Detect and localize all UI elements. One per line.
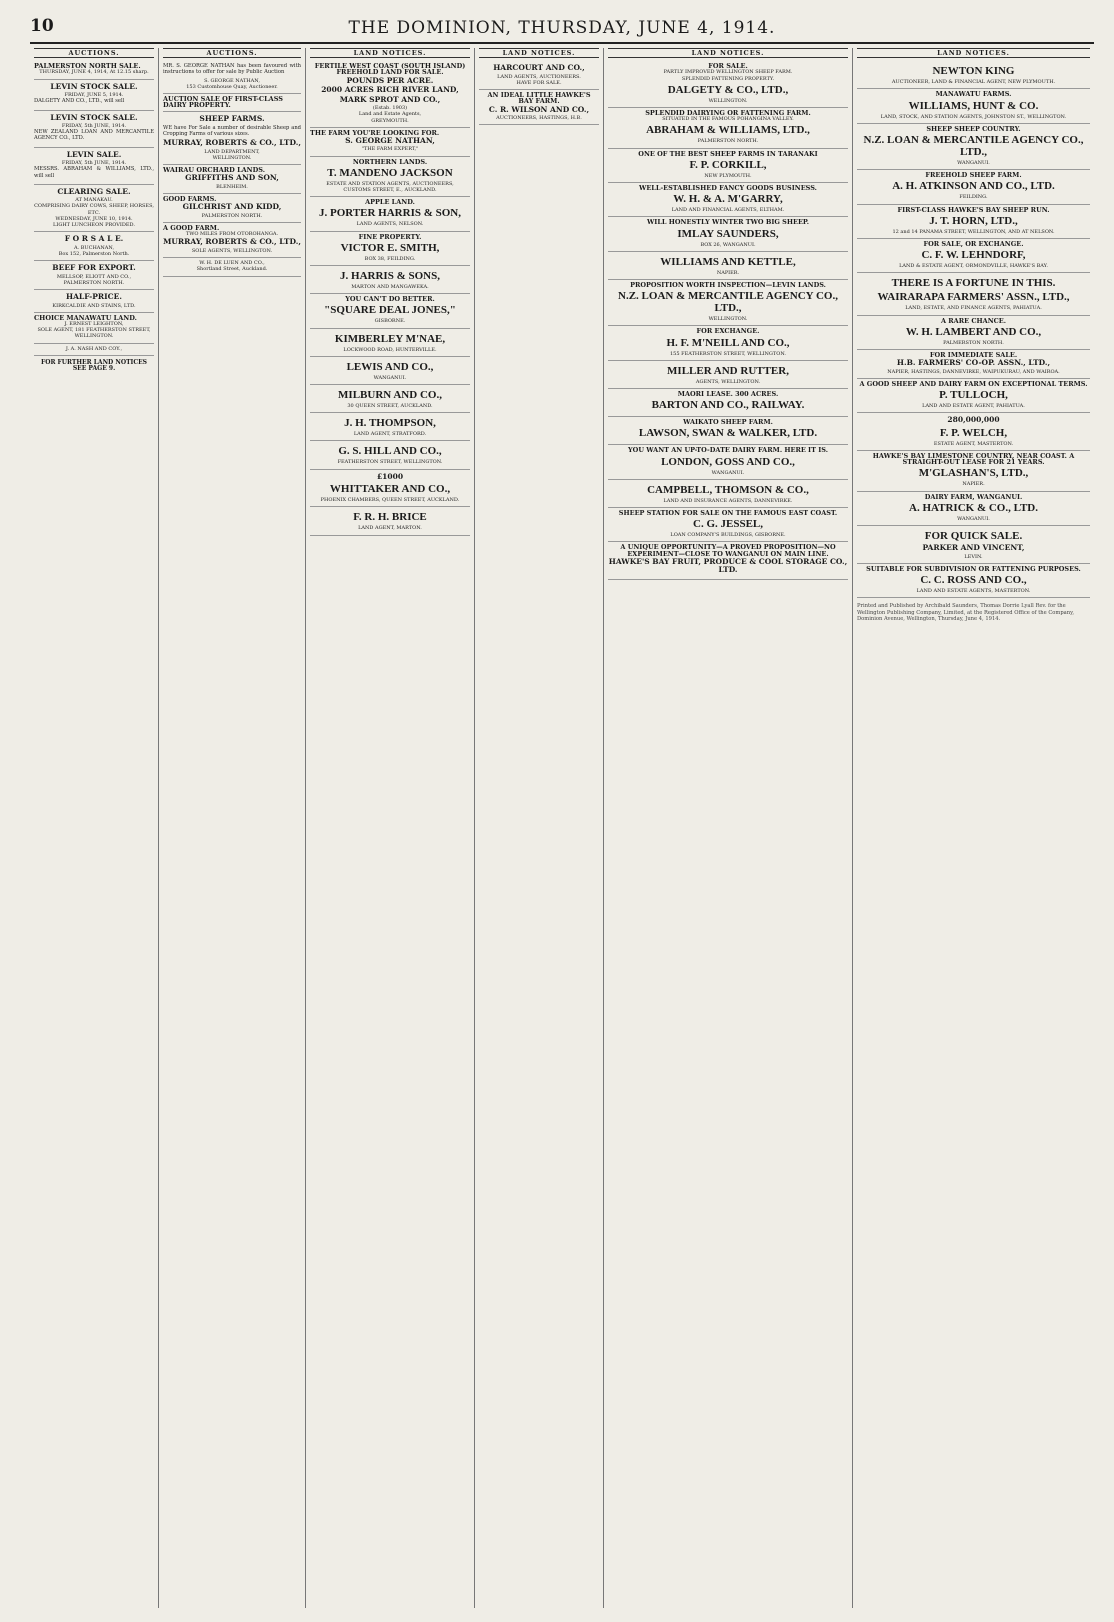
- ad-note: (Estab. 1903): [372, 105, 408, 112]
- column-heading: LAND NOTICES.: [608, 48, 848, 58]
- ad-advertiser: ABRAHAM & WILLIAMS, LTD.,: [646, 124, 810, 137]
- ad-fertile-west-coast: [310, 61, 470, 128]
- ad-lewis: [310, 357, 470, 385]
- ad-address: BOX 26, WANGANUI.: [700, 241, 756, 248]
- ad-headline: FERTILE WEST COAST (SOUTH ISLAND) FREEHOLD LAND FOR SALE.: [314, 62, 466, 77]
- ad-unique: [608, 542, 848, 579]
- ad-address: LAND & ESTATE AGENT, ORMONDVILLE, HAWKE'S BAY.: [899, 263, 1048, 270]
- ad-advertiser: C. F. W. LEHNDORF,: [921, 249, 1026, 262]
- ad-headline: AUCTION SALE OF FIRST-CLASS DAIRY PROPERTY.: [163, 95, 283, 110]
- ad-advertiser: C. R. WILSON AND CO.,: [488, 104, 590, 114]
- ad-advertiser: WILLIAMS, HUNT & CO.: [908, 99, 1039, 112]
- ad-headline: HAWKE'S BAY LIMESTONE COUNTRY, NEAR COAST. A STRAIGHT-OUT LEASE FOR 21 YEARS.: [872, 452, 1075, 467]
- column-heading: LAND NOTICES.: [857, 48, 1090, 58]
- ad-address: AUCTIONEERS, HASTINGS, H.B.: [496, 115, 582, 122]
- ad-advertiser: LAWSON, SWAN & WALKER, LTD.: [638, 427, 818, 440]
- column-land-notices-4: [853, 48, 1094, 1608]
- ad-advertiser: MELLSOP, ELIOTT AND CO.,: [56, 273, 132, 280]
- ad-advertiser: MARK SPROT AND CO.,: [339, 94, 441, 104]
- ad-subhead: SPLENDID FATTENING PROPERTY.: [681, 75, 775, 82]
- ad-advertiser: CAMPBELL, THOMSON & CO.,: [647, 483, 809, 496]
- ad-advertiser: M'GLASHAN'S, LTD.,: [918, 467, 1029, 480]
- ad-subhead: LAND DEPARTMENT,: [204, 148, 260, 155]
- ad-address: LOCKWOOD ROAD, HUNTERVILLE.: [343, 346, 437, 353]
- ad-subhead: AT MANAKAU.: [75, 197, 113, 204]
- ad-harcourt: [479, 61, 599, 90]
- ad-manawatu: [857, 89, 1090, 123]
- ad-subhead: HAVE FOR SALE.: [516, 79, 562, 86]
- ad-address: LAND, ESTATE, AND FINANCE AGENTS, PAHIATUA.: [905, 305, 1042, 312]
- ad-address: SOLE AGENT, 181 FEATHERSTON STREET, WELLINGTON.: [37, 327, 151, 340]
- ad-headline: DAIRY FARM, WANGANUI.: [924, 492, 1023, 501]
- ad-advertiser: A. BUCHANAN,: [73, 244, 115, 251]
- ad-advertiser: F. P. WELCH,: [939, 426, 1008, 439]
- ad-headline: A GOOD FARM.: [163, 224, 220, 233]
- ad-advertiser: GILCHRIST AND KIDD,: [182, 202, 282, 212]
- ad-headline: LEVIN STOCK SALE.: [50, 112, 138, 122]
- ad-good-farms: [163, 194, 301, 223]
- ad-address: NAPIER.: [716, 269, 740, 276]
- ad-headline: YOU WANT AN UP-TO-DATE DAIRY FARM. HERE IT IS.: [628, 446, 828, 455]
- imprint: Printed and Published by Archibald Saunders, Thomas Dorrie Lyall Rev. for the Wellington Publishing Company, Limited, at the Registered Office of the Company, Dominion Avenue, Wellington, Thursday, June 4, 1914.: [857, 603, 1074, 622]
- ad-advertiser: W. H. LAMBERT AND CO.,: [905, 325, 1042, 338]
- ad-address: SOLE AGENTS, WELLINGTON.: [191, 247, 273, 254]
- ad-address: CUSTOMS STREET, E., AUCKLAND.: [343, 187, 437, 194]
- ad-note: Land and Estate Agents,: [358, 111, 422, 118]
- ad-headline: HALF-PRICE.: [66, 292, 122, 302]
- ad-nash: [34, 344, 154, 356]
- ad-address: LAND AND ESTATE AGENT, PAHIATUA.: [922, 403, 1025, 410]
- ad-address: WANGANUI.: [373, 374, 407, 381]
- ad-subhead: SITUATED IN THE FAMOUS POHANGINA VALLEY.: [662, 116, 794, 123]
- ad-auction-dairy: [163, 94, 301, 112]
- ad-dairy-farm: [608, 445, 848, 479]
- ad-advertiser: IMLAY SAUNDERS,: [677, 227, 779, 240]
- ad-date: FRIDAY, 5th JUNE, 1914.: [61, 123, 127, 130]
- ad-fine-property: [310, 232, 470, 266]
- ad-subhead: 2000 ACRES RICH RIVER LAND,: [321, 85, 459, 95]
- ad-address: LAND AND ESTATE AGENTS, MASTERTON.: [916, 587, 1031, 594]
- column-heading: LAND NOTICES.: [479, 48, 599, 58]
- ad-dairy-wanganui: [857, 492, 1090, 526]
- ad-address: LAND AGENT, STRATFORD.: [353, 431, 427, 438]
- ad-headline: CLEARING SALE.: [57, 186, 131, 196]
- ad-headline: APPLE LAND.: [365, 198, 415, 207]
- ad-address: LAND AND FINANCIAL AGENTS, ELTHAM.: [671, 207, 785, 214]
- ad-address: LEVIN.: [964, 553, 983, 560]
- ad-campbell: [608, 480, 848, 508]
- ad-text: DALGETY AND CO., LTD., will sell: [34, 98, 125, 105]
- ad-advertiser: GRIFFITHS AND SON,: [185, 173, 279, 183]
- ad-levin-sale: [34, 148, 154, 185]
- ad-address: WELLINGTON.: [212, 155, 252, 162]
- ad-advertiser: "SQUARE DEAL JONES,": [324, 304, 456, 317]
- ad-advertiser: WILLIAMS AND KETTLE,: [660, 255, 796, 268]
- masthead: [30, 14, 1094, 44]
- ad-welch: [857, 413, 1090, 451]
- ad-headline: FOR SALE.: [708, 62, 748, 71]
- ad-headline: LEVIN STOCK SALE.: [50, 81, 138, 91]
- ad-price: £1000: [376, 471, 404, 481]
- ad-text: NEW ZEALAND LOAN AND MERCANTILE AGENCY CO., LTD.: [34, 129, 154, 142]
- ad-address: WANGANUI.: [711, 469, 745, 476]
- ad-address: PALMERSTON NORTH.: [697, 138, 759, 145]
- ad-honestly: [608, 217, 848, 251]
- ad-address: ESTATE AGENT, MASTERTON.: [933, 440, 1014, 447]
- ad-advertiser: J. ERNEST LEIGHTON,: [64, 320, 124, 327]
- ad-palmerston-sale: [34, 61, 154, 79]
- ad-text: MR. S. GEORGE NATHAN has been favoured with instructions to offer for sale by Public Auction: [163, 63, 301, 76]
- ad-rare-chance: [857, 316, 1090, 350]
- ad-advertiser: WAIRARAPA FARMERS' ASSN., LTD.,: [877, 291, 1070, 304]
- ad-advertiser: LEWIS AND CO.,: [346, 360, 434, 373]
- ad-headline: FOR SALE, OR EXCHANGE.: [923, 240, 1024, 249]
- ad-headline: CHOICE MANAWATU LAND.: [34, 313, 137, 322]
- ad-immediate: [857, 350, 1090, 379]
- ad-advertiser: J. PORTER HARRIS & SON,: [318, 207, 462, 220]
- ad-address: AUCTIONEER, LAND & FINANCIAL AGENT, NEW PLYMOUTH.: [891, 79, 1056, 86]
- footnote: FOR FURTHER LAND NOTICES SEE PAGE 9.: [40, 358, 148, 372]
- ad-address: GISBORNE.: [374, 318, 406, 325]
- ad-subhead: PARTLY IMPROVED WELLINGTON SHEEP FARM.: [663, 69, 793, 76]
- ad-milburn: [310, 385, 470, 413]
- ad-hb-sheep-run: [857, 205, 1090, 239]
- ad-advertiser: HAWKE'S BAY FRUIT, PRODUCE & COOL STORAGE CO., LTD.: [608, 556, 848, 575]
- ad-advertiser: C. G. JESSEL,: [693, 518, 763, 531]
- ad-advertiser: J. H. THOMPSON,: [344, 417, 436, 430]
- ad-advertiser: WHITTAKER AND CO.,: [329, 483, 451, 496]
- ad-address: FEATHERSTON STREET, WELLINGTON.: [337, 459, 443, 466]
- ad-date: WEDNESDAY, JUNE 10, 1914.: [55, 215, 133, 222]
- newspaper-title: THE DOMINION, THURSDAY, JUNE 4, 1914.: [348, 18, 776, 38]
- ad-text: WE have For Sale a number of desirable Sheep and Cropping Farms of various sizes.: [163, 124, 301, 138]
- ad-wairau: [163, 165, 301, 194]
- ad-headline: LEVIN SALE.: [66, 149, 122, 159]
- ad-sheep-station: [608, 508, 848, 542]
- ad-maori-lease: [608, 389, 848, 417]
- ad-freehold: [857, 170, 1090, 204]
- ad-address: WELLINGTON.: [708, 97, 748, 104]
- ad-figure: 280,000,000: [947, 415, 1000, 425]
- ad-advertiser: W. H. & A. M'GARRY,: [673, 193, 783, 206]
- ad-good-farm: [163, 223, 301, 258]
- ad-headline: NORTHERN LANDS.: [352, 157, 428, 166]
- ad-advertiser: MILBURN AND CO.,: [338, 389, 442, 402]
- ad-address: GREYMOUTH.: [371, 117, 409, 124]
- ad-advertiser: DALGETY & CO., LTD.,: [667, 83, 789, 96]
- ad-date: THURSDAY, JUNE 4, 1914, At 12.15 sharp.: [39, 69, 149, 76]
- ad-address: 30 QUEEN STREET, AUCKLAND.: [347, 403, 433, 410]
- ad-exchange: [608, 326, 848, 360]
- ad-beef-export: [34, 261, 154, 290]
- ad-address: WANGANUI.: [957, 160, 990, 167]
- page-number: 10: [30, 16, 54, 36]
- ad-headline: A GOOD SHEEP AND DAIRY FARM ON EXCEPTIONAL TERMS.: [859, 379, 1088, 388]
- ad-exchange: [857, 239, 1090, 273]
- ad-advertiser: N.Z. LOAN & MERCANTILE AGENCY CO., LTD.,: [618, 290, 838, 315]
- ad-advertiser: H.B. FARMERS' CO-OP. ASSN., LTD.,: [896, 358, 1051, 368]
- ad-address: BOX 38, FEILDING.: [364, 255, 416, 262]
- ad-advertiser: A. H. ATKINSON AND CO., LTD.: [892, 180, 1055, 193]
- ad-address: AGENTS, WELLINGTON.: [695, 378, 761, 385]
- columns: [30, 48, 1094, 1608]
- ad-date: FRIDAY, JUNE 5, 1914.: [64, 92, 124, 99]
- ad-note: "THE FARM EXPERT,": [361, 146, 419, 153]
- ad-advertiser: NEWTON KING: [932, 65, 1015, 78]
- ad-headline: THE FARM YOU'RE LOOKING FOR.: [310, 128, 440, 137]
- ad-address: 12 and 14 PANAMA STREET, WELLINGTON, AND AT NELSON.: [892, 228, 1055, 235]
- ad-subhead: POUNDS PER ACRE.: [346, 75, 434, 85]
- column-land-notices-2: [475, 48, 604, 1608]
- ad-advertiser: HARCOURT AND CO.,: [493, 63, 585, 73]
- ad-advertiser: J. T. HORN, LTD.,: [929, 214, 1018, 227]
- ad-headline: SUITABLE FOR SUBDIVISION OR FATTENING PURPOSES.: [866, 564, 1081, 573]
- ad-advertiser: F. R. H. BRICE: [353, 511, 427, 524]
- ad-advertiser: MURRAY, ROBERTS & CO., LTD.,: [163, 138, 301, 148]
- ad-address: NEW PLYMOUTH.: [704, 172, 752, 179]
- ad-sheep-farms: [163, 112, 301, 165]
- ad-address: LAND AGENT, MARTON.: [358, 525, 422, 532]
- ad-sheep-country: [857, 124, 1090, 170]
- ad-levin-stock: [34, 80, 154, 111]
- ad-thompson: [310, 413, 470, 441]
- ad-address: PALMERSTON NORTH.: [943, 339, 1004, 346]
- ad-headline: PROPOSITION WORTH INSPECTION—LEVIN LANDS.: [630, 281, 826, 290]
- ad-advertiser: LONDON, GOSS AND CO.,: [661, 455, 795, 468]
- ad-address: LAND AND INSURANCE AGENTS, DANNEVIRKE.: [663, 497, 793, 504]
- ad-advertiser: T. MANDENO JACKSON: [327, 166, 453, 179]
- ad-advertiser: J. HARRIS & SONS,: [340, 270, 440, 283]
- ad-headline: FINE PROPERTY.: [358, 232, 422, 241]
- ad-address: LOAN COMPANY'S BUILDINGS, GISBORNE.: [670, 532, 786, 539]
- ad-address: WANGANUI.: [957, 515, 990, 522]
- ad-levin-lands: [608, 280, 848, 326]
- ad-half-price: [34, 290, 154, 313]
- ad-headline: PALMERSTON NORTH SALE.: [34, 62, 141, 71]
- ad-harris: [310, 266, 470, 294]
- ad-whittaker: [310, 470, 470, 508]
- ad-headline: A RARE CHANCE.: [940, 316, 1007, 325]
- ad-headline: FREEHOLD SHEEP FARM.: [925, 171, 1022, 180]
- ad-for-sale: [34, 232, 154, 261]
- ad-headline: SPLENDID DAIRYING OR FATTENING FARM.: [645, 109, 811, 118]
- ad-address: NAPIER.: [962, 481, 985, 488]
- ad-address: WELLINGTON.: [708, 316, 748, 323]
- ad-headline: GOOD FARMS.: [163, 195, 217, 204]
- ad-address: Box 152, Palmerston North.: [58, 250, 130, 257]
- column-land-notices-3: [604, 48, 853, 1608]
- ad-headline: THERE IS A FORTUNE IN THIS.: [891, 277, 1056, 290]
- ad-fortune: [857, 273, 1090, 315]
- ad-miller: [608, 361, 848, 389]
- ad-headline: MANAWATU FARMS.: [935, 90, 1012, 99]
- ad-subdivision: [857, 564, 1090, 598]
- ad-waikato: [608, 417, 848, 445]
- ad-advertiser: KIRKCALDIE AND STAINS, LTD.: [52, 302, 136, 309]
- ad-headline: BEEF FOR EXPORT.: [52, 263, 136, 273]
- ad-advertiser: J. A. NASH AND COY.,: [65, 345, 123, 352]
- ad-address: MARTON AND MANGAWEKA.: [351, 284, 429, 291]
- ad-choice-manawatu: [34, 313, 154, 344]
- ad-headline: FIRST-CLASS HAWKE'S BAY SHEEP RUN.: [897, 205, 1050, 214]
- ad-headline: F O R S A L E.: [64, 234, 124, 244]
- ad-headline: WILL HONESTLY WINTER TWO BIG SHEEP.: [647, 218, 809, 227]
- ad-subhead: LAND AGENTS, AUCTIONEERS.: [497, 73, 581, 80]
- ad-note: LIGHT LUNCHEON PROVIDED.: [53, 222, 135, 229]
- ad-advertiser: C. C. ROSS AND CO.,: [920, 573, 1027, 586]
- ad-headline: SHEEP FARMS.: [199, 114, 265, 124]
- ad-address: 153 Customhouse Quay, Auctioneer.: [186, 83, 278, 90]
- ad-pohangina: [608, 108, 848, 149]
- ad-fancy-goods: [608, 183, 848, 217]
- ad-headline: WAIKATO SHEEP FARM.: [683, 418, 773, 427]
- ad-for-sale: [608, 61, 848, 108]
- ad-apple-land: [310, 197, 470, 231]
- ad-headline: FOR QUICK SALE.: [924, 530, 1023, 543]
- ad-advertiser: PARKER AND VINCENT,: [922, 543, 1025, 553]
- ad-address: NAPIER, HASTINGS, DANNEVIRKE, WAIPUKURAU, AND WAIROA.: [887, 368, 1060, 375]
- ad-headline: A UNIQUE OPPORTUNITY—A PROVED PROPOSITION—NO EXPERIMENT—CLOSE TO WANGANUI ON MAIN LINE.: [620, 543, 836, 558]
- ad-subhead: ESTATE AND STATION AGENTS, AUCTIONEERS,: [326, 180, 454, 187]
- ad-clearing-sale: [34, 185, 154, 233]
- column-auctions-2: [159, 48, 306, 1608]
- ad-advertiser: MURRAY, ROBERTS & CO., LTD.,: [163, 237, 301, 247]
- ad-advertiser: BARTON AND CO., RAILWAY.: [651, 399, 805, 412]
- ad-headline: SHEEP SHEEP COUNTRY.: [926, 124, 1021, 133]
- ad-brice: [310, 507, 470, 535]
- ad-subhead: COMPRISING DAIRY COWS, SHEEP, HORSES, ETC.: [34, 203, 154, 216]
- ad-advertiser: VICTOR E. SMITH,: [340, 241, 440, 254]
- ad-advertiser: A. HATRICK & CO., LTD.: [909, 501, 1038, 514]
- ad-hawkes-bay-farm: [479, 90, 599, 125]
- ad-advertiser: P. TULLOCH,: [939, 389, 1008, 402]
- ad-date: FRIDAY, 5th JUNE, 1914.: [61, 160, 127, 167]
- ad-address: FEILDING.: [959, 194, 988, 201]
- ad-good-sheep: [857, 379, 1090, 413]
- ad-headline: ONE OF THE BEST SHEEP FARMS IN TARANAKI: [638, 149, 818, 158]
- ad-advertiser: S. GEORGE NATHAN,: [345, 135, 435, 145]
- ad-headline: MAORI LEASE. 300 ACRES.: [677, 390, 779, 399]
- ad-address: PALMERSTON NORTH.: [201, 212, 263, 219]
- ad-advertiser: MILLER AND RUTTER,: [667, 364, 789, 377]
- ad-advertiser: G. S. HILL AND CO.,: [338, 445, 442, 458]
- ad-levin-stock-2: [34, 111, 154, 148]
- ad-headline: WAIRAU ORCHARD LANDS.: [163, 166, 265, 175]
- ad-quick-sale: [857, 526, 1090, 564]
- ad-advertiser: S. GEORGE NATHAN,: [204, 77, 260, 84]
- ad-advertiser: N.Z. LOAN & MERCANTILE AGENCY CO., LTD.,: [863, 134, 1084, 159]
- ad-square-deal: [310, 294, 470, 328]
- ad-advertiser: H. F. M'NEILL AND CO.,: [666, 336, 790, 349]
- ad-kimberley: [310, 329, 470, 357]
- ad-headline: YOU CAN'T DO BETTER.: [345, 295, 435, 304]
- ad-limestone: [857, 451, 1090, 492]
- ad-address: LAND, STOCK, AND STATION AGENTS, JOHNSTON ST., WELLINGTON.: [880, 113, 1067, 120]
- ad-headline: WELL-ESTABLISHED FANCY GOODS BUSINESS.: [639, 184, 817, 193]
- ad-address: Shortland Street, Auckland.: [196, 266, 268, 273]
- ad-northern-lands: [310, 157, 470, 198]
- column-heading: AUCTIONS.: [163, 48, 301, 58]
- ad-hill: [310, 441, 470, 469]
- ad-advertiser: W. H. DE LUEN AND CO.,: [199, 260, 265, 267]
- ad-headline: FOR IMMEDIATE SALE.: [929, 351, 1018, 360]
- ad-headline: AN IDEAL LITTLE HAWKE'S BAY FARM.: [487, 91, 591, 106]
- ad-address: LAND AGENTS, NELSON.: [356, 221, 424, 228]
- ad-address: BLENHEIM.: [216, 183, 248, 190]
- ad-headline: FOR EXCHANGE.: [696, 327, 760, 336]
- column-heading: LAND NOTICES.: [310, 48, 470, 58]
- column-heading: AUCTIONS.: [34, 48, 154, 58]
- ad-advertiser: KIMBERLEY M'NAE,: [334, 332, 446, 345]
- ad-taranaki: [608, 149, 848, 183]
- ad-newton-king: [857, 61, 1090, 89]
- ad-farm-looking: [310, 128, 470, 157]
- ad-nathan: [163, 61, 301, 94]
- ad-address: PHOENIX CHAMBERS, QUEEN STREET, AUCKLAND.: [320, 497, 460, 504]
- ad-williams-kettle: [608, 252, 848, 280]
- ad-subhead: TWO MILES FROM OTOROHANGA.: [185, 231, 279, 238]
- ad-address: 155 FEATHERSTON STREET, WELLINGTON.: [670, 350, 786, 357]
- ad-deluen: [163, 258, 301, 276]
- ad-address: PALMERSTON NORTH.: [63, 279, 125, 286]
- column-land-notices: [306, 48, 475, 1608]
- ad-text: MESSRS. ABRAHAM & WILLIAMS, LTD., will sell: [34, 166, 154, 179]
- ad-advertiser: F. P. CORKILL,: [689, 158, 767, 171]
- column-auctions: [30, 48, 159, 1608]
- ad-headline: SHEEP STATION FOR SALE ON THE FAMOUS EAST COAST.: [618, 509, 838, 518]
